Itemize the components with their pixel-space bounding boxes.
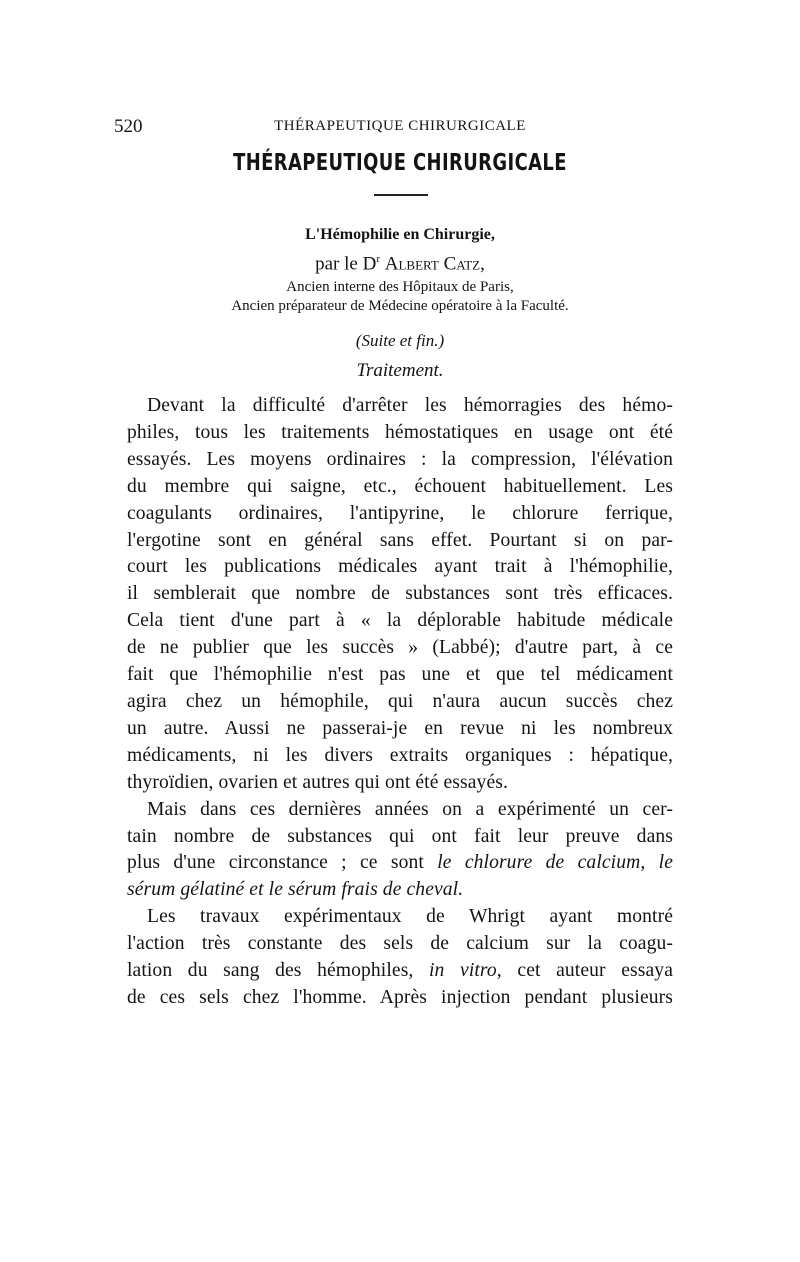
author-line bbox=[0, 253, 800, 275]
text-line bbox=[127, 958, 673, 985]
text-run: lation du sang des hémophiles, bbox=[127, 960, 429, 982]
text-line: Mais dans ces dernières années on a expérimenté un cer- bbox=[147, 798, 673, 820]
text-line: court les publications médicales ayant trait à l'hémophilie, bbox=[127, 556, 673, 578]
text-line: l'action très constante des sels de calcium sur la coagu- bbox=[127, 933, 673, 955]
text-line: Cela tient d'une part à « la déplorable habitude médicale bbox=[127, 610, 673, 632]
text-line: tain nombre de substances qui ont fait leur preuve dans bbox=[127, 825, 673, 847]
text-line: philes, tous les traitements hémostatiques en usage ont été bbox=[127, 421, 673, 443]
text-line: Devant la difficulté d'arrêter les hémorragies des hémo- bbox=[147, 395, 673, 416]
text-line: l'ergotine sont en général sans effet. Pourtant si on par- bbox=[127, 529, 673, 551]
byline-prefix: par le D bbox=[315, 253, 377, 275]
text-run: cet auteur essaya bbox=[501, 960, 673, 982]
text-line: agira chez un hémophile, qui n'aura aucun succès chez bbox=[127, 690, 673, 712]
italic-text-run: le chlorure de calcium, le bbox=[437, 852, 673, 874]
italic-text-run: in vitro, bbox=[429, 960, 502, 982]
text-line: un autre. Aussi ne passerai-je en revue ni les nombreux bbox=[127, 717, 673, 739]
section-title: THÉRAPEUTIQUE CHIRURGICALE bbox=[233, 150, 567, 176]
running-title: THÉRAPEUTIQUE CHIRURGICALE bbox=[274, 118, 526, 134]
author-name: Albert Catz, bbox=[384, 253, 485, 275]
author-affiliation-2: Ancien préparateur de Médecine opératoire à la Faculté. bbox=[231, 298, 569, 314]
title-divider bbox=[374, 194, 428, 196]
text-line: du membre qui saigne, etc., échouent habituellement. Les bbox=[127, 475, 673, 497]
text-line: coagulants ordinaires, l'antipyrine, le chlorure ferrique, bbox=[127, 502, 673, 524]
text-line: thyroïdien, ovarien et autres qui ont été essayés. bbox=[127, 771, 508, 793]
paragraph-2 bbox=[127, 797, 673, 905]
text-line: Les travaux expérimentaux de Whrigt ayant montré bbox=[147, 906, 673, 928]
paragraph-3 bbox=[127, 904, 673, 1012]
subsection-heading: Traitement. bbox=[356, 360, 444, 381]
author-affiliation-1: Ancien interne des Hôpitaux de Paris, bbox=[286, 279, 514, 295]
text-line: de ne publier que les succès » (Labbé); d'autre part, à ce bbox=[127, 637, 673, 659]
article-title: L'Hémophilie en Chirurgie, bbox=[305, 226, 495, 243]
text-line: il semblerait que nombre de substances sont très efficaces. bbox=[127, 583, 673, 605]
text-line: médicaments, ni les divers extraits organiques : hépatique, bbox=[127, 744, 673, 766]
page-number: 520 bbox=[114, 116, 143, 137]
continuation-note: (Suite et fin.) bbox=[355, 331, 445, 350]
text-line: essayés. Les moyens ordinaires : la compression, l'élévation bbox=[127, 448, 673, 470]
text-line: fait que l'hémophilie n'est pas une et que tel médicament bbox=[127, 664, 673, 686]
paragraph-1 bbox=[127, 393, 673, 797]
running-header bbox=[0, 116, 800, 138]
byline-dr-superscript: r bbox=[376, 253, 380, 265]
text-line: de ces sels chez l'homme. Après injection pendant plusieurs bbox=[127, 986, 673, 1008]
text-line: sérum gélatiné et le sérum frais de cheval. bbox=[127, 879, 464, 901]
body-text bbox=[127, 393, 673, 1012]
text-run: plus d'une circonstance ; ce sont bbox=[127, 852, 438, 874]
text-line bbox=[127, 850, 673, 877]
